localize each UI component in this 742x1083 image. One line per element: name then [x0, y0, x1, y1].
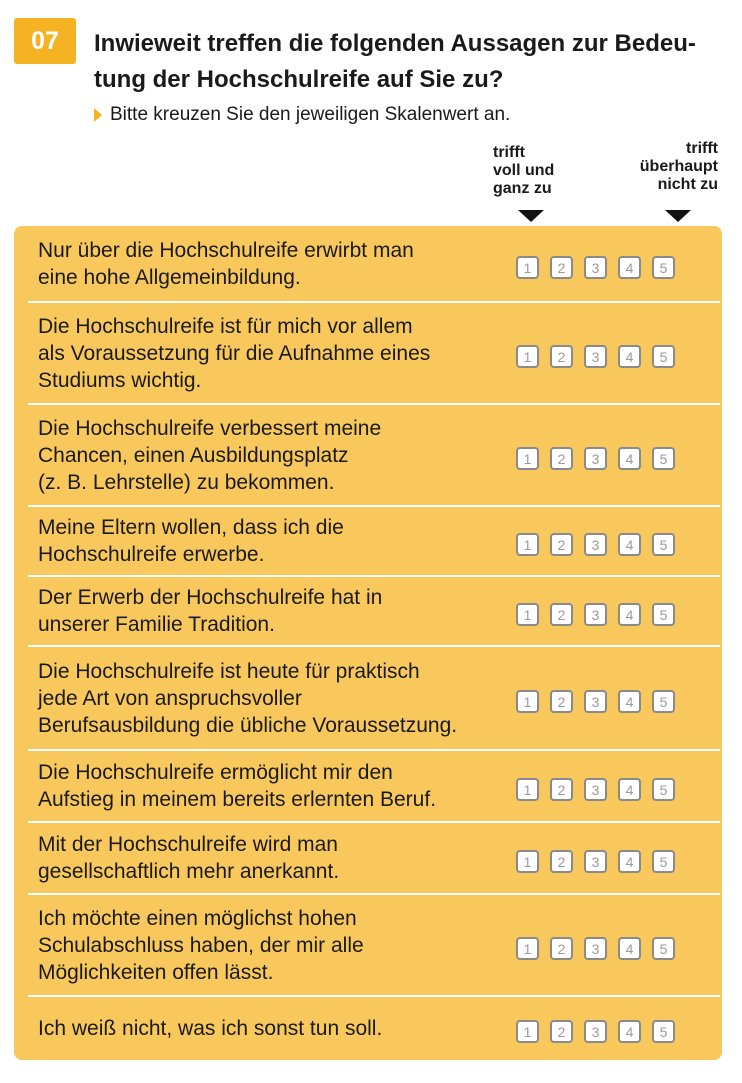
rating-checkbox-4[interactable]: 4 [618, 447, 641, 470]
rating-checkbox-1[interactable]: 1 [516, 850, 539, 873]
statement-text [38, 1015, 508, 1042]
statement-line: Ich weiß nicht, was ich sonst tun soll. [38, 1017, 383, 1040]
statement-text [38, 415, 508, 496]
arrow-down-icon [665, 210, 691, 222]
rating-checkbox-1[interactable]: 1 [516, 345, 539, 368]
row-divider [28, 575, 720, 577]
statement-text [38, 658, 508, 739]
rating-checkbox-1[interactable]: 1 [516, 603, 539, 626]
statement-line: Mit der Hochschulreife wird man [38, 833, 338, 856]
rating-checkbox-1[interactable]: 1 [516, 533, 539, 556]
statement-line: Schulabschluss haben, der mir alle [38, 934, 364, 957]
rating-checkbox-3[interactable]: 3 [584, 1020, 607, 1043]
rating-checkbox-4[interactable]: 4 [618, 1020, 641, 1043]
rating-checkbox-3[interactable]: 3 [584, 603, 607, 626]
statement-text [38, 584, 508, 638]
statement-row [14, 750, 722, 822]
statement-text [38, 759, 508, 813]
rating-checkbox-2[interactable]: 2 [550, 345, 573, 368]
rating-scale [516, 690, 675, 713]
rating-checkbox-1[interactable]: 1 [516, 778, 539, 801]
statement-row [14, 506, 722, 576]
statement-line: Die Hochschulreife verbessert meine [38, 417, 382, 440]
rating-scale [516, 850, 675, 873]
rating-checkbox-4[interactable]: 4 [618, 850, 641, 873]
rating-checkbox-4[interactable]: 4 [618, 603, 641, 626]
rating-checkbox-5[interactable]: 5 [652, 533, 675, 556]
question-title [94, 26, 724, 98]
rating-checkbox-3[interactable]: 3 [584, 937, 607, 960]
scale-label-line: nicht zu [657, 176, 718, 193]
rating-checkbox-5[interactable]: 5 [652, 778, 675, 801]
rating-checkbox-3[interactable]: 3 [584, 778, 607, 801]
rating-checkbox-5[interactable]: 5 [652, 690, 675, 713]
statement-line: eine hohe Allgemeinbildung. [38, 266, 301, 289]
scale-label-agree [493, 144, 554, 198]
statement-line: Möglichkeiten offen lässt. [38, 961, 274, 984]
statement-line: Aufstieg in meinem bereits erlernten Beruf. [38, 788, 437, 811]
rating-checkbox-1[interactable]: 1 [516, 1020, 539, 1043]
rating-scale [516, 256, 675, 279]
statement-row [14, 894, 722, 996]
rating-checkbox-2[interactable]: 2 [550, 603, 573, 626]
statement-row [14, 576, 722, 646]
rating-checkbox-3[interactable]: 3 [584, 345, 607, 368]
statement-row [14, 822, 722, 894]
statement-line: (z. B. Lehrstelle) zu bekommen. [38, 471, 335, 494]
statement-line: gesellschaftlich mehr anerkannt. [38, 860, 340, 883]
statement-row [14, 646, 722, 750]
statement-line: Ich möchte einen möglichst hohen [38, 907, 357, 930]
rating-checkbox-5[interactable]: 5 [652, 850, 675, 873]
rating-checkbox-3[interactable]: 3 [584, 533, 607, 556]
statement-text [38, 313, 508, 394]
instruction-text: Bitte kreuzen Sie den jeweiligen Skalenwert an. [110, 104, 511, 125]
statement-line: Die Hochschulreife ist heute für praktisch [38, 660, 420, 683]
rating-checkbox-1[interactable]: 1 [516, 447, 539, 470]
statement-row [14, 226, 722, 302]
rating-checkbox-5[interactable]: 5 [652, 447, 675, 470]
row-divider [28, 301, 720, 303]
row-divider [28, 505, 720, 507]
scale-label-disagree [640, 140, 718, 194]
question-title-line: Inwieweit treffen die folgenden Aussagen zur Bedeu- [94, 30, 696, 57]
statement-line: Die Hochschulreife ermöglicht mir den [38, 761, 393, 784]
row-divider [28, 995, 720, 997]
arrow-down-icon [518, 210, 544, 222]
rating-scale [516, 603, 675, 626]
statement-line: unserer Familie Tradition. [38, 613, 275, 636]
scale-label-line: voll und [493, 162, 555, 179]
rating-checkbox-3[interactable]: 3 [584, 447, 607, 470]
rating-checkbox-2[interactable]: 2 [550, 690, 573, 713]
scale-label-line: ganz zu [493, 180, 552, 197]
rating-checkbox-4[interactable]: 4 [618, 778, 641, 801]
rating-scale [516, 447, 675, 470]
statement-text [38, 514, 508, 568]
rating-scale [516, 1020, 675, 1043]
statement-line: Meine Eltern wollen, dass ich die [38, 516, 344, 539]
rating-checkbox-2[interactable]: 2 [550, 447, 573, 470]
statement-line: Die Hochschulreife ist für mich vor allem [38, 315, 413, 338]
rating-checkbox-1[interactable]: 1 [516, 937, 539, 960]
statement-panel [14, 226, 722, 1060]
statement-line: Chancen, einen Ausbildungsplatz [38, 444, 349, 467]
rating-checkbox-4[interactable]: 4 [618, 345, 641, 368]
rating-checkbox-2[interactable]: 2 [550, 937, 573, 960]
rating-checkbox-2[interactable]: 2 [550, 778, 573, 801]
rating-scale [516, 345, 675, 368]
rating-checkbox-1[interactable]: 1 [516, 690, 539, 713]
rating-scale [516, 937, 675, 960]
question-number-badge: 07 [14, 18, 76, 64]
scale-label-line: trifft [493, 144, 525, 161]
rating-checkbox-5[interactable]: 5 [652, 603, 675, 626]
statement-text [38, 905, 508, 986]
rating-checkbox-4[interactable]: 4 [618, 690, 641, 713]
rating-checkbox-3[interactable]: 3 [584, 690, 607, 713]
rating-checkbox-2[interactable]: 2 [550, 533, 573, 556]
rating-checkbox-5[interactable]: 5 [652, 256, 675, 279]
statement-text [38, 831, 508, 885]
statement-line: als Voraussetzung für die Aufnahme eines [38, 342, 431, 365]
statement-line: Studiums wichtig. [38, 369, 202, 392]
statement-text [38, 237, 508, 291]
statement-line: jede Art von anspruchsvoller [38, 687, 302, 710]
rating-scale [516, 778, 675, 801]
rating-checkbox-4[interactable]: 4 [618, 937, 641, 960]
statement-row [14, 302, 722, 404]
statement-row [14, 404, 722, 506]
rating-checkbox-2[interactable]: 2 [550, 256, 573, 279]
row-divider [28, 645, 720, 647]
instruction [94, 104, 510, 126]
row-divider [28, 403, 720, 405]
scale-label-line: überhaupt [639, 158, 718, 175]
rating-checkbox-5[interactable]: 5 [652, 1020, 675, 1043]
rating-checkbox-2[interactable]: 2 [550, 1020, 573, 1043]
statement-line: Der Erwerb der Hochschulreife hat in [38, 586, 383, 609]
question-title-line: tung der Hochschulreife auf Sie zu? [94, 66, 504, 93]
triangle-right-icon [94, 108, 102, 122]
statement-line: Hochschulreife erwerbe. [38, 543, 265, 566]
rating-checkbox-2[interactable]: 2 [550, 850, 573, 873]
statement-row [14, 996, 722, 1060]
row-divider [28, 749, 720, 751]
rating-checkbox-4[interactable]: 4 [618, 256, 641, 279]
rating-checkbox-3[interactable]: 3 [584, 850, 607, 873]
rating-checkbox-5[interactable]: 5 [652, 345, 675, 368]
row-divider [28, 821, 720, 823]
rating-checkbox-1[interactable]: 1 [516, 256, 539, 279]
statement-line: Nur über die Hochschulreife erwirbt man [38, 239, 414, 262]
statement-line: Berufsausbildung die übliche Voraussetzung. [38, 714, 458, 737]
rating-checkbox-5[interactable]: 5 [652, 937, 675, 960]
rating-checkbox-4[interactable]: 4 [618, 533, 641, 556]
rating-scale [516, 533, 675, 556]
rating-checkbox-3[interactable]: 3 [584, 256, 607, 279]
row-divider [28, 893, 720, 895]
scale-label-line: trifft [686, 140, 718, 157]
